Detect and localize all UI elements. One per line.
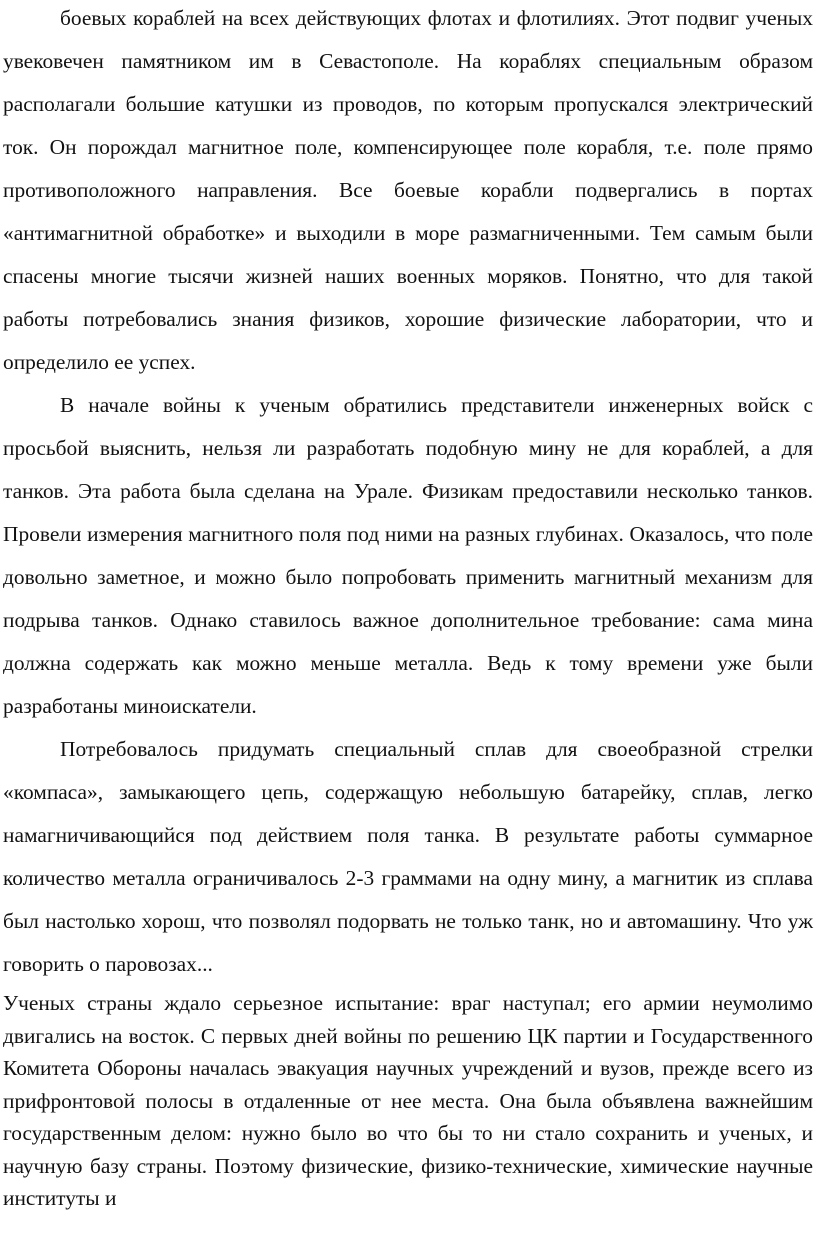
- paragraph-tank-mines: В начале войны к ученым обратились представители инженерных войск с просьбой выяснить, нельзя ли разработать подобную мину не для кораблей, а для танков. Эта работа была сделана на Урале. Физикам предоставили несколько танков. Провели измерения магнитного поля под ними на разных глубинах. Оказалось, что поле довольно заметное, и можно было попробовать применить магнитный механизм для подрыва танков. Однако ставилось важное дополнительное требование: сама мина должна содержать как можно меньше металла. Ведь к тому времени уже были разработаны миноискатели.: [3, 393, 813, 718]
- paragraph-degaussing: боевых кораблей на всех действующих флотах и флотилиях. Этот подвиг ученых увековечен памятником им в Севастополе. На кораблях специальным образом располагали большие катушки из проводов, по которым пропускался электрический ток. Он порождал магнитное поле, компенсирующее поле корабля, т.е. поле прямо противоположного направления. Все боевые корабли подвергались в портах «антимагнитной обработке» и выходили в море размагниченными. Тем самым были спасены многие тысячи жизней наших военных моряков. Понятно, что для такой работы потребовались знания физиков, хорошие физические лаборатории, что и определило ее успех.: [3, 6, 813, 374]
- paragraph-evacuation: Ученых страны ждало серьезное испытание: враг наступал; его армии неумолимо двигались на восток. С первых дней войны по решению ЦК партии и Государственного Комитета Обороны началась эвакуация научных учреждений и вузов, прежде всего из прифронтовой полосы в отдаленные от нее места. Она была объявлена важнейшим государственным делом: нужно было во что бы то ни стало сохранить и ученых, и научную базу страны. Поэтому физические, физико-технические, химические научные институты и: [3, 991, 813, 1210]
- paragraph-compass-alloy: Потребовалось придумать специальный сплав для своеобразной стрелки «компаса», замыкающего цепь, содержащую небольшую батарейку, сплав, легко намагничивающийся под действием поля танка. В результате работы суммарное количество металла ограничивалось 2-3 граммами на одну мину, а магнитик из сплава был настолько хорош, что позволял подорвать не только танк, но и автомашину. Что уж говорить о паровозах...: [3, 737, 813, 976]
